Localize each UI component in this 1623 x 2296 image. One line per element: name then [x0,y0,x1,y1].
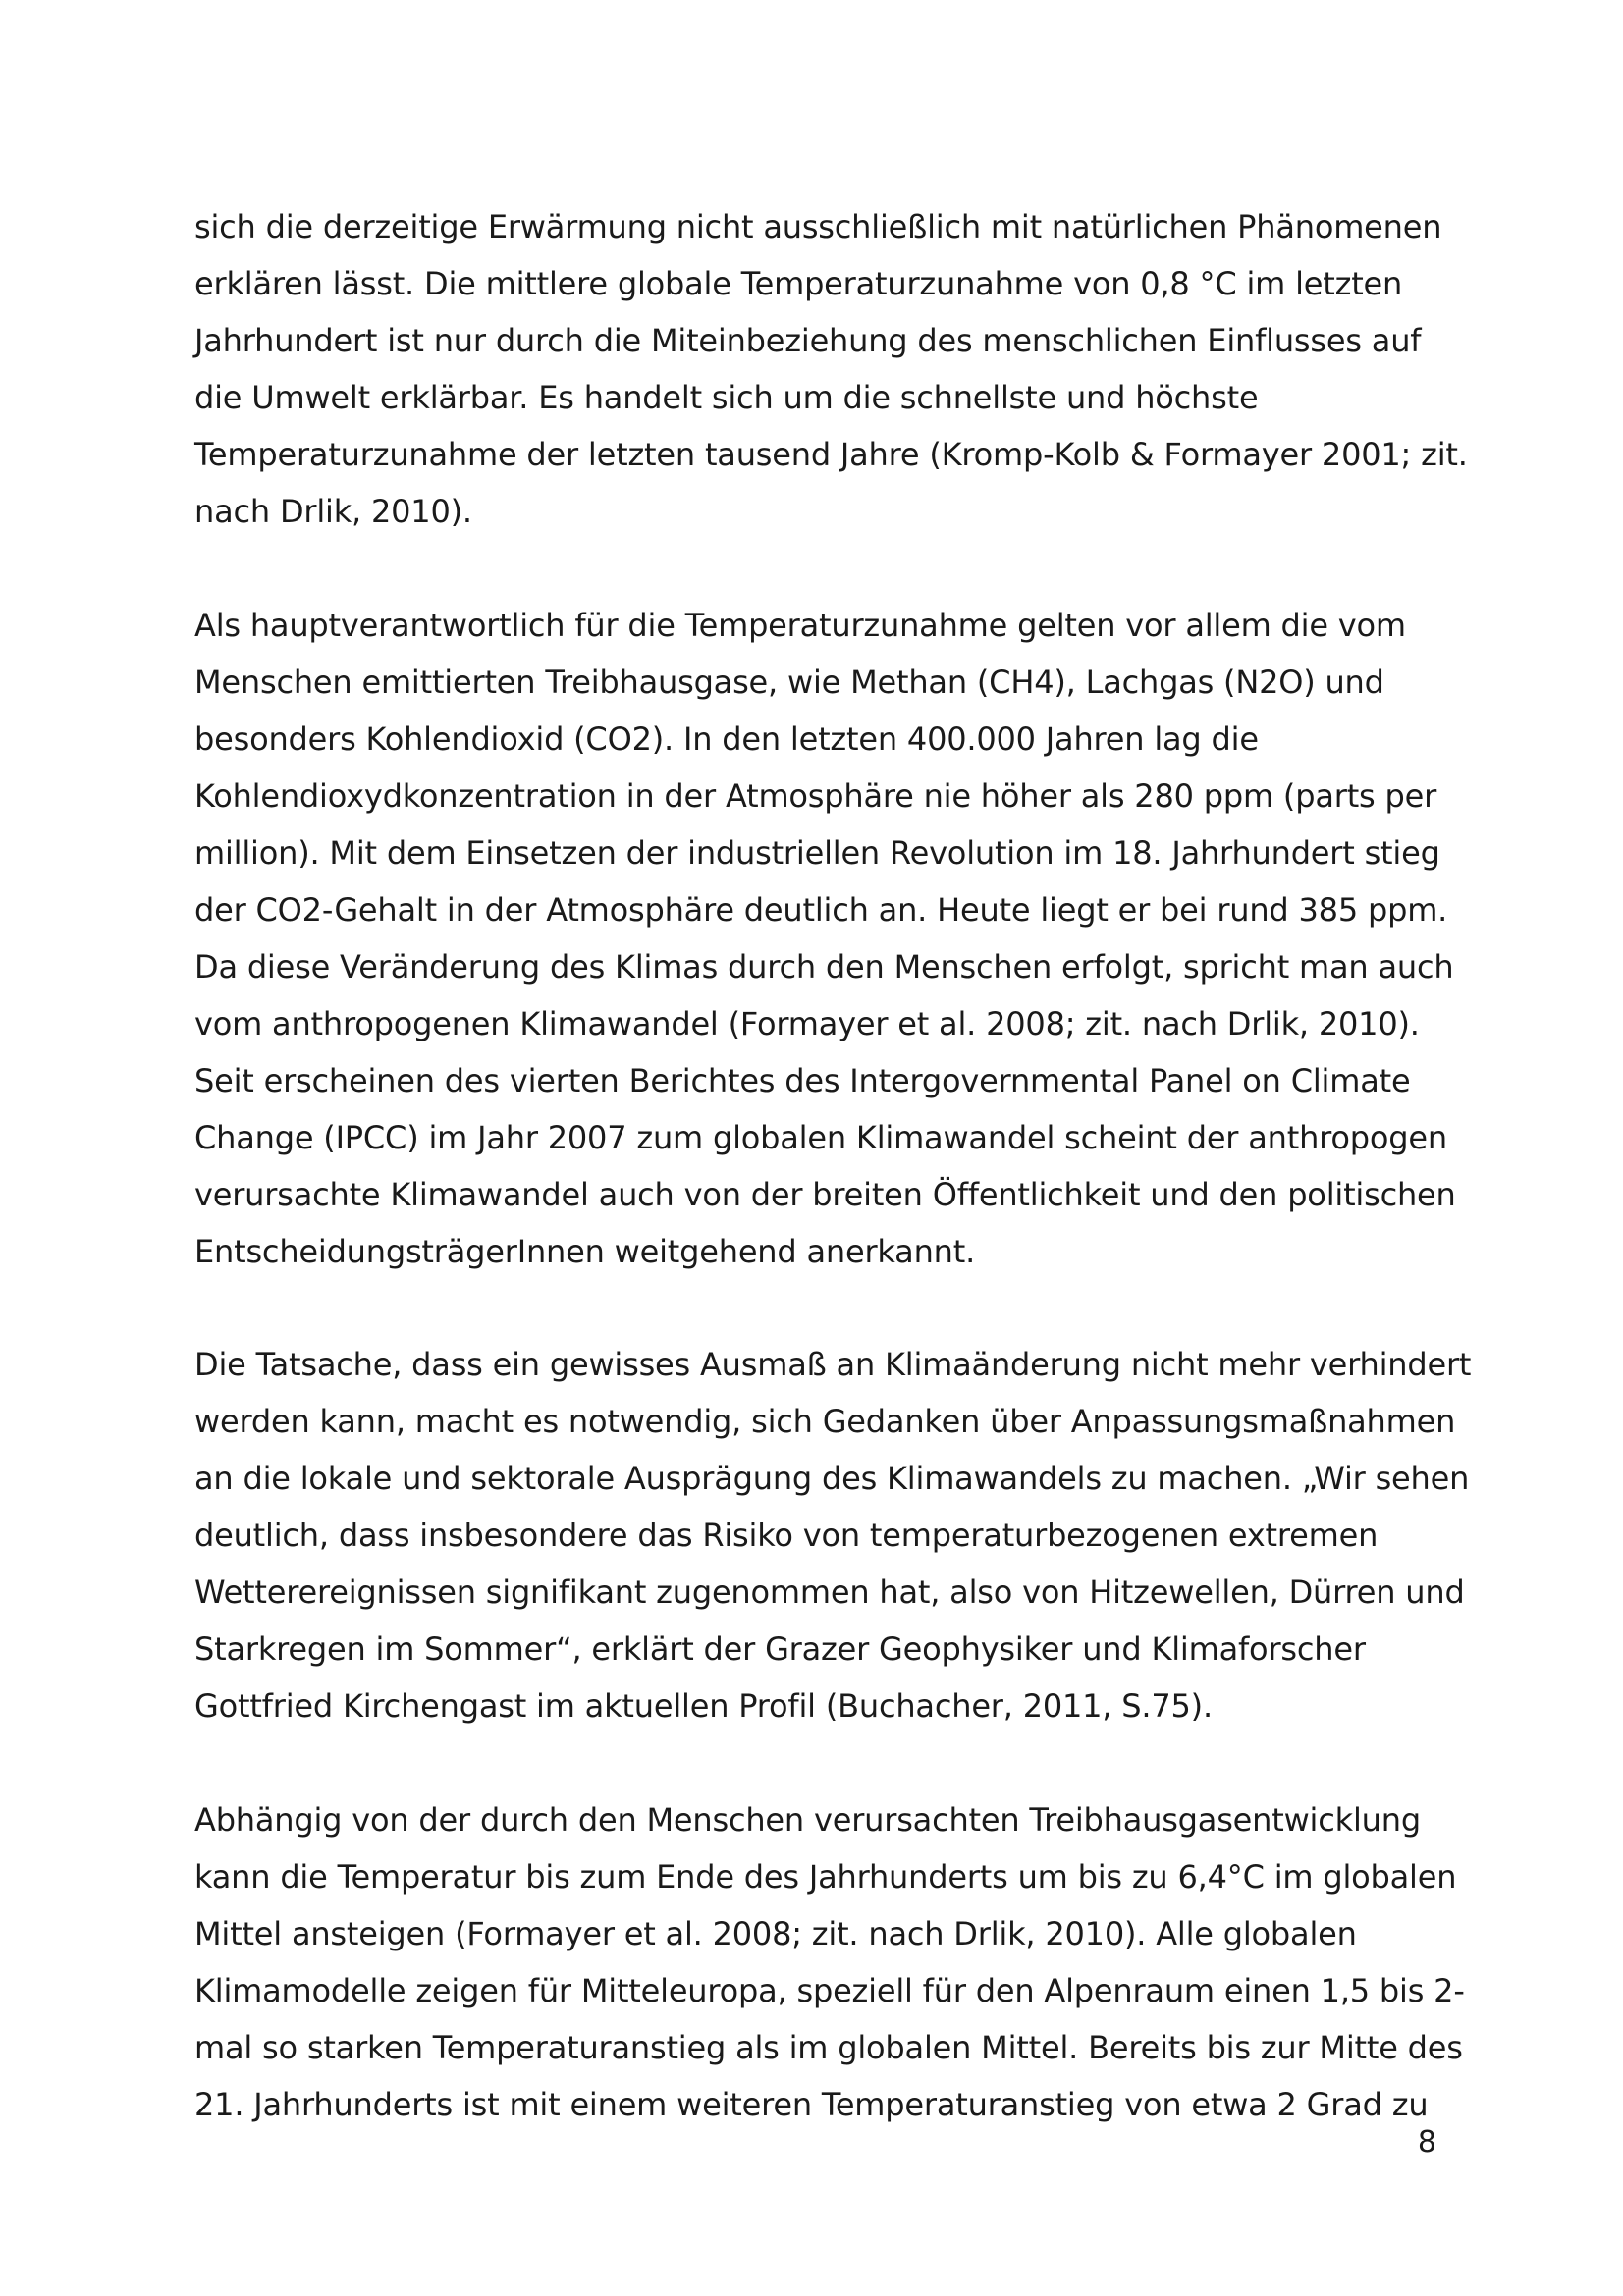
page-number: 8 [1417,2125,1436,2160]
text-line: Temperaturzunahme der letzten tausend Jahre (Kromp-Kolb & Formayer 2001; zit. [194,436,1468,473]
text-line: Gottfried Kirchengast im aktuellen Profil (Buchacher, 2011, S.75). [194,1687,1213,1725]
paragraph-natural-phenomena [194,198,1468,540]
text-line: werden kann, macht es notwendig, sich Gedanken über Anpassungsmaßnahmen [194,1403,1456,1440]
text-line: die Umwelt erklärbar. Es handelt sich um die schnellste und höchste [194,379,1259,416]
text-line: erklären lässt. Die mittlere globale Temperaturzunahme von 0,8 °C im letzten [194,265,1403,302]
text-line: vom anthropogenen Klimawandel (Formayer et al. 2008; zit. nach Drlik, 2010). [194,1005,1420,1042]
text-line: Klimamodelle zeigen für Mitteleuropa, speziell für den Alpenraum einen 1,5 bis 2- [194,1972,1465,2009]
text-line: kann die Temperatur bis zum Ende des Jahrhunderts um bis zu 6,4°C im globalen [194,1858,1457,1896]
text-line: der CO2-Gehalt in der Atmosphäre deutlich an. Heute liegt er bei rund 385 ppm. [194,891,1448,929]
text-line: Jahrhundert ist nur durch die Miteinbeziehung des menschlichen Einflusses auf [194,322,1422,359]
text-line: Da diese Veränderung des Klimas durch den Menschen erfolgt, spricht man auch [194,948,1454,986]
text-line: sich die derzeitige Erwärmung nicht ausschließlich mit natürlichen Phänomenen [194,208,1442,245]
text-line: Change (IPCC) im Jahr 2007 zum globalen Klimawandel scheint der anthropogen [194,1119,1447,1156]
paragraph-adaptation [194,1336,1472,1735]
text-line: an die lokale und sektorale Ausprägung des Klimawandels zu machen. „Wir sehen [194,1460,1470,1497]
text-line: Mittel ansteigen (Formayer et al. 2008; zit. nach Drlik, 2010). Alle globalen [194,1915,1357,1952]
text-line: Als hauptverantwortlich für die Temperaturzunahme gelten vor allem die vom [194,607,1406,644]
text-line: deutlich, dass insbesondere das Risiko von temperaturbezogenen extremen [194,1517,1379,1554]
text-line: 21. Jahrhunderts ist mit einem weiteren Temperaturanstieg von etwa 2 Grad zu [194,2086,1429,2123]
text-line: verursachte Klimawandel auch von der breiten Öffentlichkeit und den politischen [194,1176,1456,1213]
text-line: Seit erscheinen des vierten Berichtes des Intergovernmental Panel on Climate [194,1062,1411,1099]
text-line: Starkregen im Sommer“, erklärt der Grazer Geophysiker und Klimaforscher [194,1630,1366,1668]
text-line: nach Drlik, 2010). [194,493,472,530]
paragraph-greenhouse-gases [194,597,1456,1280]
text-line: Menschen emittierten Treibhausgase, wie Methan (CH4), Lachgas (N2O) und [194,664,1384,701]
text-line: besonders Kohlendioxid (CO2). In den letzten 400.000 Jahren lag die [194,721,1259,758]
text-line: Kohlendioxydkonzentration in der Atmosphäre nie höher als 280 ppm (parts per [194,777,1437,815]
text-line: mal so starken Temperaturanstieg als im globalen Mittel. Bereits bis zur Mitte des [194,2029,1463,2066]
text-line: Abhängig von der durch den Menschen verursachten Treibhausgasentwicklung [194,1801,1421,1839]
paragraph-temperature-projection [194,1791,1465,2133]
text-line: Die Tatsache, dass ein gewisses Ausmaß an Klimaänderung nicht mehr verhindert [194,1346,1472,1383]
text-line: million). Mit dem Einsetzen der industriellen Revolution im 18. Jahrhundert stieg [194,834,1440,872]
text-line: EntscheidungsträgerInnen weitgehend anerkannt. [194,1233,976,1270]
text-line: Wetterereignissen signifikant zugenommen hat, also von Hitzewellen, Dürren und [194,1574,1465,1611]
